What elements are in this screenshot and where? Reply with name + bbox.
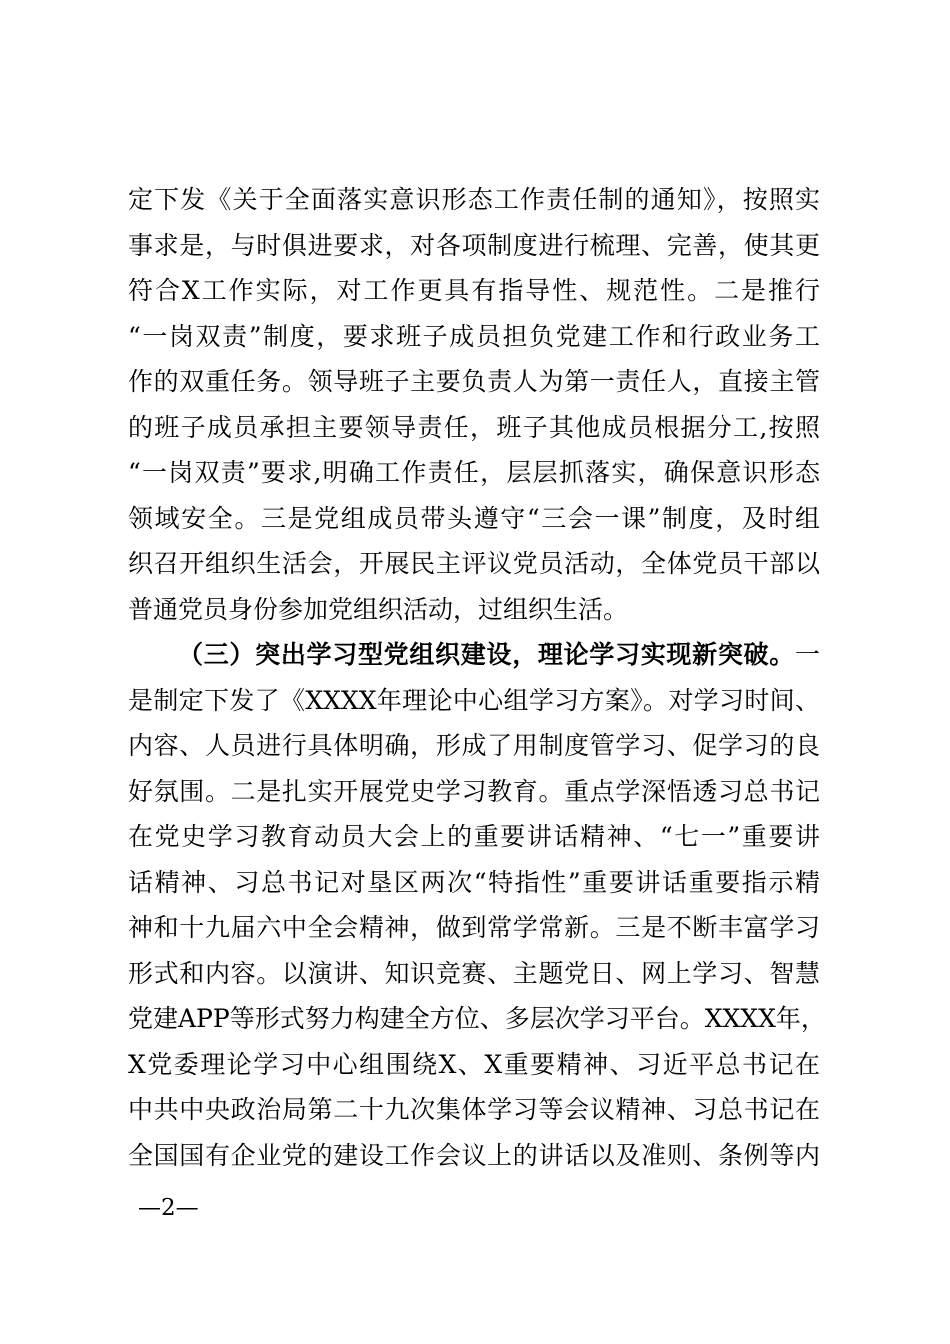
text-line: 是制定下发了《XXXX年理论中心组学习方案》。对学习时间、 [128,685,820,715]
text-line: 好氛围。二是扎实开展党史学习教育。重点学深悟透习总书记 [128,776,820,806]
text-line: 普通党员身份参加党组织活动，过组织生活。 [128,594,629,624]
text-line: 在党史学习教育动员大会上的重要讲话精神、“七一”重要讲 [128,822,820,851]
text-line: X党委理论学习中心组围绕X、X重要精神、习近平总书记在 [128,1049,820,1079]
text-line: 形式和内容。以演讲、知识竞赛、主题党日、网上学习、智慧 [128,958,820,988]
text-line: 内容、人员进行具体明确，形成了用制度管学习、促学习的良 [128,731,820,760]
text-line: 的班子成员承担主要领导责任，班子其他成员根据分工,按照 [128,412,820,442]
page-number: —2— [138,1195,199,1221]
text-line: 领域安全。三是党组成员带头遵守“三会一课”制度，及时组 [128,503,820,533]
text-line: 作的双重任务。领导班子主要负责人为第一责任人，直接主管 [128,367,820,396]
text-line: 事求是，与时俱进要求，对各项制度进行梳理、完善，使其更 [128,230,820,260]
text-line: “一岗双责”要求,明确工作责任，层层抓落实，确保意识形态 [128,458,820,487]
text-line: 定下发《关于全面落实意识形态工作责任制的通知》，按照实 [128,185,820,214]
text-line: 神和十九届六中全会精神，做到常学常新。三是不断丰富学习 [128,913,820,942]
paragraph-1 [128,177,820,632]
document-body [128,177,826,1178]
section-heading: （三）突出学习型党组织建设，理论学习实现新突破。 [178,640,795,669]
text-fragment: 一 [794,640,820,669]
text-line: 党建APP等形式努力构建全方位、多层次学习平台。XXXX年， [128,1004,826,1033]
section-heading-line [128,632,820,678]
text-line: 织召开组织生活会，开展民主评议党员活动，全体党员干部以 [128,549,820,578]
text-line: 话精神、习总书记对垦区两次“特指性”重要讲话重要指示精 [128,867,820,897]
text-line: 符合X工作实际，对工作更具有指导性、规范性。二是推行 [128,276,820,305]
text-line: 全国国有企业党的建设工作会议上的讲话以及准则、条例等内 [128,1140,820,1170]
paragraph-2 [128,632,826,1178]
text-line: “一岗双责”制度，要求班子成员担负党建工作和行政业务工 [128,321,820,351]
text-line: 中共中央政治局第二十九次集体学习等会议精神、习总书记在 [128,1095,820,1124]
